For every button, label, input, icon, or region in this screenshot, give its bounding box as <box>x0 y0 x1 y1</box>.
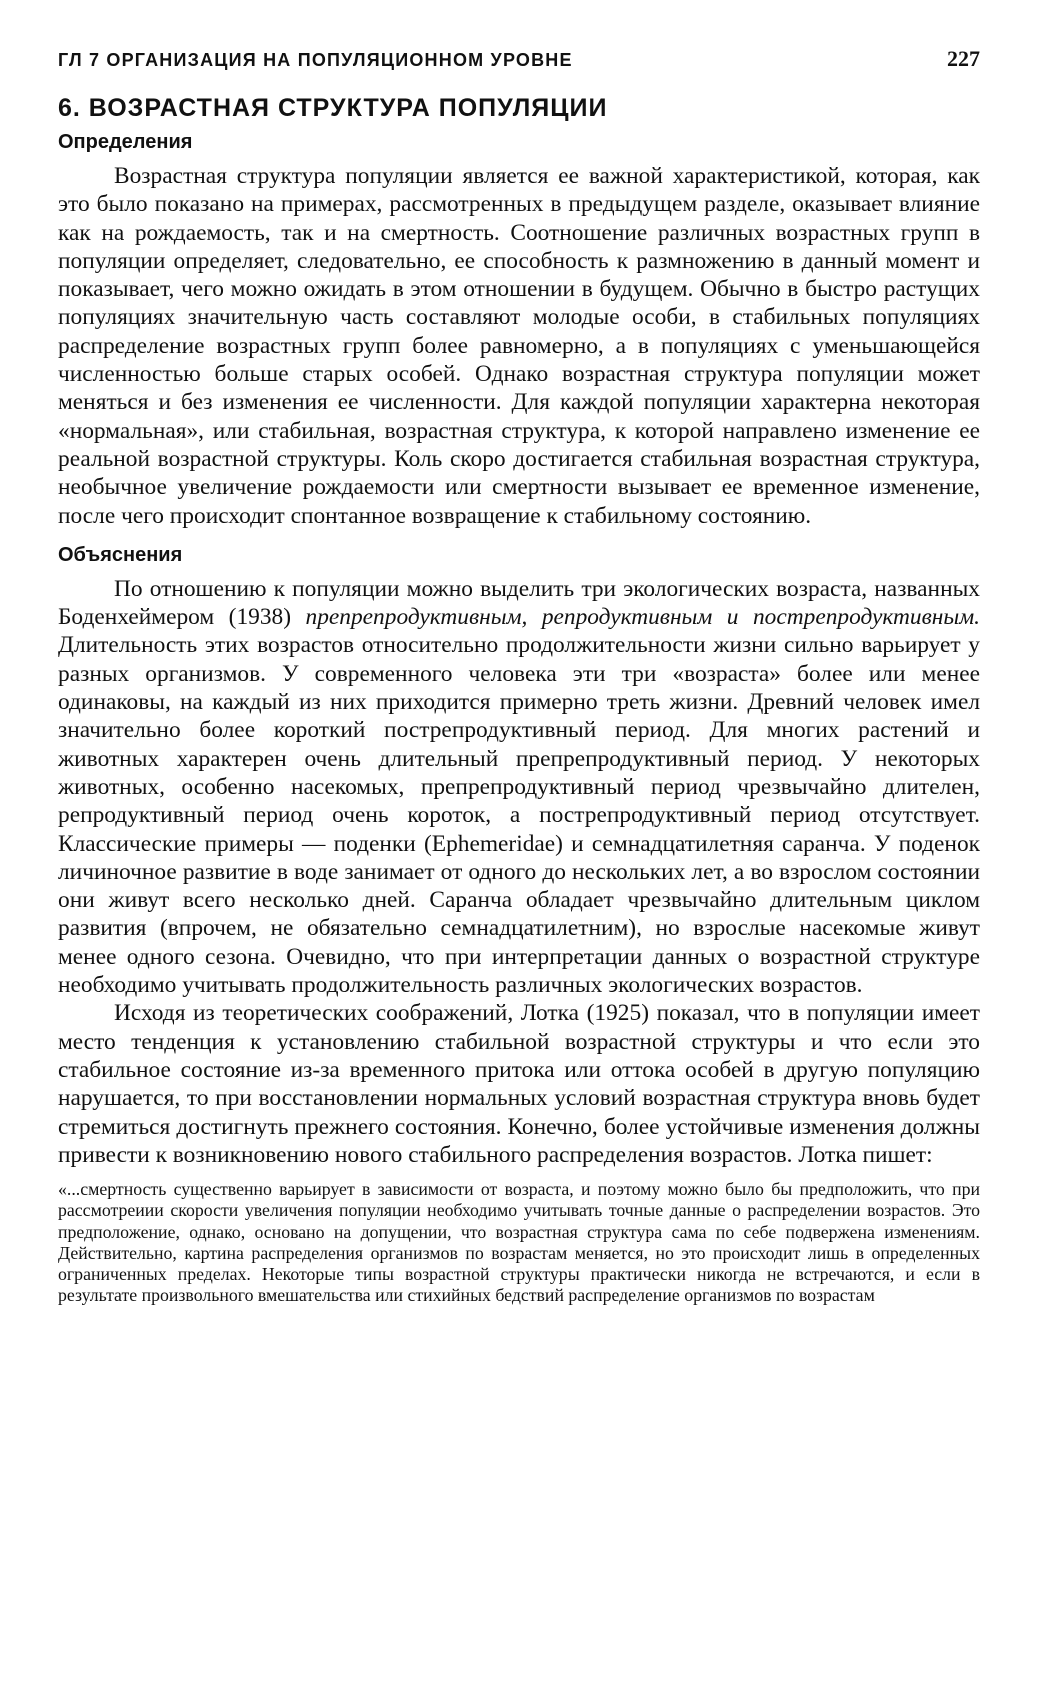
section-title: 6. ВОЗРАСТНАЯ СТРУКТУРА ПОПУЛЯЦИИ <box>58 94 608 122</box>
explanations-section <box>58 544 980 1306</box>
running-title: ГЛ 7 ОРГАНИЗАЦИЯ НА ПОПУЛЯЦИОННОМ УРОВНЕ <box>58 50 573 70</box>
p1-italic-terms: препрепродуктивным, репродуктивным и пострепродуктивным. <box>305 604 980 631</box>
explanations-heading: Объяснения <box>58 543 183 566</box>
page-number: 227 <box>947 46 980 71</box>
definitions-paragraph: Возрастная структура популяции является ее важной характеристикой, которая, как это было показано на примерах, рассмотренных в предыдущем разделе, оказывает влияние как на рождаемость, так и на смертность. Соотношение различных возрастных групп в популяции определяет, следовательно, ее способность к размножению в данный момент и показывает, чего можно ожидать в этом отношении в будущем. Обычно в быстро растущих популяциях значительную часть составляют молодые особи, в стабильных популяциях распределение возрастных групп более равномерно, а в популяциях с уменьшающейся численностью больше старых особей. Однако возрастная структура популяции может меняться и без изменения ее численности. Для каждой популяции характерна некоторая «нормальная», или стабильная, возрастная структура, к которой направлено изменение ее реальной возрастной структуры. Коль скоро достигается стабильная возрастная структура, необычное увеличение рождаемости или смертности вызывает ее временное изменение, после чего происходит спонтанное возвращение к стабильному состоянию. <box>58 163 980 529</box>
explanations-paragraph-1 <box>58 575 980 999</box>
explanations-paragraph-2: Исходя из теоретических соображений, Лотка (1925) показал, что в популяции имеет место тенденция к установлению стабильной возрастной структуры и что если это стабильное состояние из-за временного притока или оттока особей в другую популяцию нарушается, то при восстановлении нормальных условий возрастная структура вновь будет стремиться достигнуть прежнего состояния. Конечно, более устойчивые изменения должны привести к возникновению нового стабильного распределения возрастов. Лотка пишет: <box>58 1000 980 1168</box>
p1-end: Длительность этих возрастов относительно продолжительности жизни сильно варьирует у разных организмов. У современного человека эти три «возраста» более или менее одинаковы, на каждый из них приходится примерно треть жизни. Древний человек имел значительно более короткий пострепродуктивный период. Для многих растений и животных характерен очень длительный препрепродуктивный период. У некоторых животных, особенно насекомых, препрепродуктивный период чрезвычайно длителен, репродуктивный период очень короток, а пострепродуктивный период отсутствует. Классические примеры — поденки (Ephemeridae) и семнадцатилетняя саранча. У поденок личиночное развитие в воде занимает от одного до нескольких лет, а во взрослом состоянии они живут всего несколько дней. Саранча обладает чрезвычайно длительным циклом развития (впрочем, не обязательно семнадцатилетним), но взрослые насекомые живут менее одного сезона. Очевидно, что при интерпретации данных о возрастной структуре необходимо учитывать продолжительность различных экологических возрастов. <box>58 632 980 999</box>
lotka-quote: «...смертность существенно варьирует в зависимости от возраста, и поэтому можно было бы предположить, что при рассмотреиии скорости увеличения популяции необходимо учитывать точные данные о распределении возрастов. Это предположение, однако, основано на допущении, что возрастная структура сама по себе подвержена изменениям. Действительно, картина распределения организмов по возрастам меняется, но это происходит лишь в определенных ограниченных пределах. Некоторые типы возрастной структуры практически никогда не встречаются, и если в результате произвольного вмешательства или стихийных бедствий распределение организмов по возрастам <box>58 1179 980 1306</box>
p1-start: По отношению к популяции можно выделить три экологических возраста, названных Боденхеймером (1938) <box>58 575 980 631</box>
definitions-heading: Определения <box>58 131 193 153</box>
definitions-section <box>58 131 980 530</box>
running-header <box>58 46 980 72</box>
